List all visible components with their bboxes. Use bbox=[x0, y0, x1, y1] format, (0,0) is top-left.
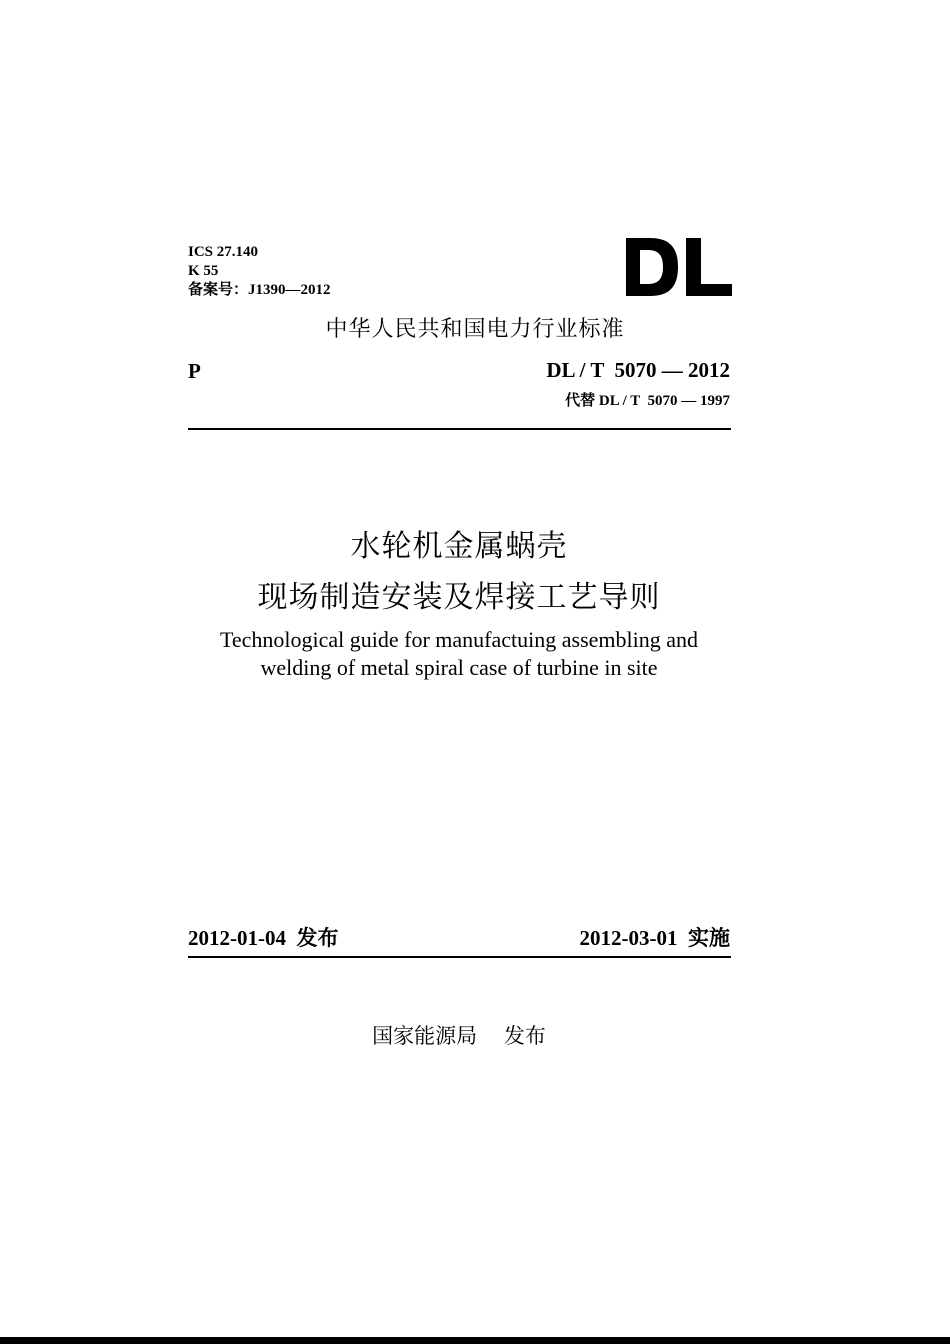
top-divider bbox=[188, 428, 731, 430]
title-cn-line2: 现场制造安装及焊接工艺导则 bbox=[257, 580, 661, 615]
record-number: 备案号：J1390—2012 bbox=[188, 282, 331, 298]
standard-number: DL / T 5070 — 2012 bbox=[546, 358, 730, 382]
title-en-line2: welding of metal spiral case of turbine in site bbox=[260, 655, 658, 680]
page-bottom-bar bbox=[0, 1337, 950, 1344]
replaces-standard: 代替 DL / T 5070 — 1997 bbox=[565, 393, 730, 409]
dl-logo bbox=[626, 238, 732, 296]
bottom-divider bbox=[188, 956, 731, 958]
publish-date: 2012-01-04 发布 bbox=[188, 926, 339, 950]
issuer: 国家能源局 发布 bbox=[372, 1024, 546, 1048]
category-letter: P bbox=[188, 359, 201, 383]
title-en-line1: Technological guide for manufactuing assembling and bbox=[219, 627, 699, 652]
class-code: K 55 bbox=[188, 263, 219, 279]
standard-category-cn: 中华人民共和国电力行业标准 bbox=[325, 317, 625, 342]
implement-date: 2012-03-01 实施 bbox=[579, 926, 730, 950]
ics-code: ICS 27.140 bbox=[188, 244, 259, 260]
title-cn-line1: 水轮机金属蜗壳 bbox=[350, 529, 568, 564]
